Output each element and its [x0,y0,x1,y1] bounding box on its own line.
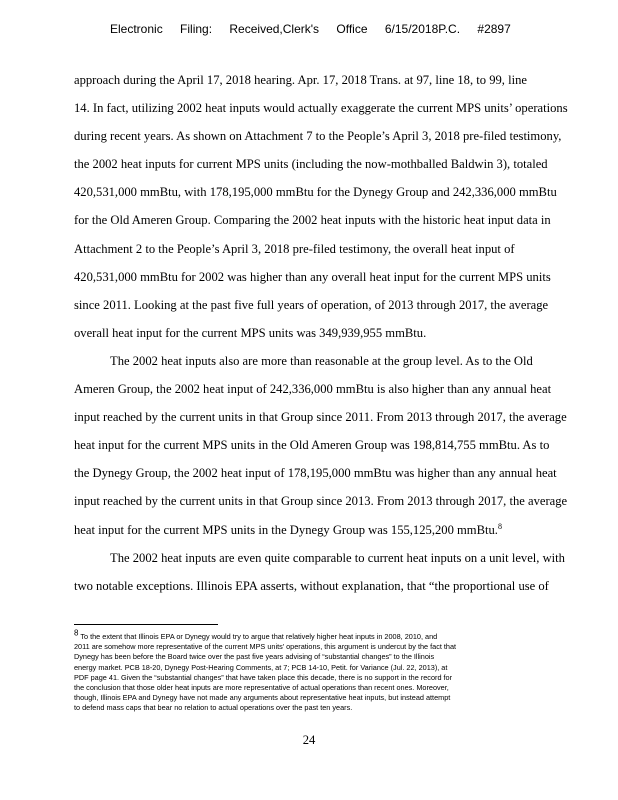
footnote-line [74,628,604,642]
body-line: overall heat input for the current MPS units was 349,939,955 mmBtu. [74,325,427,340]
body-line: during recent years. As shown on Attachment 7 to the People’s April 3, 2018 pre-filed testimony, [74,129,562,144]
header-received: Received,Clerk's [229,22,320,36]
paragraph-1 [74,66,614,347]
body-line: 14. In fact, utilizing 2002 heat inputs would actually exaggerate the current MPS units’ operations [74,101,568,116]
header-filing: Filing: [180,22,213,36]
body-line: 420,531,000 mmBtu, with 178,195,000 mmBtu for the Dynegy Group and 242,336,000 mmBtu [74,185,557,200]
footnote-line: to defend mass caps that bear no relation to actual operations over the past ten years. [74,703,353,713]
footnote-line: PDF page 41. Given the “substantial changes” that have taken place this decade, there is no support in the record for [74,672,453,682]
footnote-reference[interactable]: 8 [497,521,502,531]
body-line: heat input for the current MPS units in the Old Ameren Group was 198,814,755 mmBtu. As to [74,438,550,453]
footnote-8 [74,628,604,714]
footnote-line: energy market. PCB 18-20, Dynegy Post-Hearing Comments, at 7; PCB 14-10, Petit. for Variance (Jul. 22, 2013), at [74,662,448,672]
filing-header [110,22,525,36]
header-office: Office [336,22,368,36]
body-line: The 2002 heat inputs also are more than reasonable at the group level. As to the Old [110,353,533,368]
body-line: input reached by the current units in that Group since 2011. From 2013 through 2017, the average [74,410,567,425]
footnote-marker: 8 [74,628,79,638]
body-line: Attachment 2 to the People’s April 3, 2018 pre-filed testimony, the overall heat input of [74,241,515,256]
body-line: since 2011. Looking at the past five full years of operation, of 2013 through 2017, the average [74,297,549,312]
body-line: approach during the April 17, 2018 hearing. Apr. 17, 2018 Trans. at 97, line 18, to 99, line [74,73,527,87]
body-line: input reached by the current units in that Group since 2013. From 2013 through 2017, the average [74,494,568,509]
body-line-text: heat input for the current MPS units in the Dynegy Group was 155,125,200 mmBtu. [74,522,498,537]
body-line: The 2002 heat inputs are even quite comparable to current heat inputs on a unit level, with [110,550,565,565]
paragraph-3 [74,544,614,600]
header-date: 6/15/2018P.C. [384,22,461,36]
document-body [74,66,614,600]
body-line: 420,531,000 mmBtu for 2002 was higher than any overall heat input for the current MPS units [74,269,551,284]
page-number: 24 [302,733,316,747]
paragraph-2 [74,347,614,544]
body-line: the 2002 heat inputs for current MPS units (including the now-mothballed Baldwin 3), totaled [74,157,548,172]
body-line: for the Old Ameren Group. Comparing the 2002 heat inputs with the historic heat input data in [74,213,551,228]
body-line: the Dynegy Group, the 2002 heat input of 178,195,000 mmBtu was higher than any annual heat [74,466,557,481]
footnote-line: the conclusion that those older heat inputs are more representative of actual operations than recent ones. Moreover, [74,683,449,693]
footnote-separator [74,624,218,625]
body-line-with-footnote [74,516,614,544]
body-line: two notable exceptions. Illinois EPA asserts, without explanation, that “the proportional use of [74,578,549,593]
header-electronic: Electronic [110,22,163,36]
body-line: Ameren Group, the 2002 heat input of 242,336,000 mmBtu is also higher than any annual heat [74,382,552,397]
footnote-line-text: To the extent that Illinois EPA or Dynegy would try to argue that relatively higher heat inputs in 2008, 2010, and [80,632,438,641]
header-number: #2897 [477,22,511,36]
footnote-line: Dynegy has been before the Board twice over the past five years advising of “substantial changes” to the Illinois [74,652,435,662]
footnote-line: 2011 are somehow more representative of the current MPS units’ operations, this argument is undercut by the fact that [74,642,457,652]
footnote-line: though, Illinois EPA and Dynegy have not made any arguments about representative heat inputs, but instead attempt [74,693,451,703]
